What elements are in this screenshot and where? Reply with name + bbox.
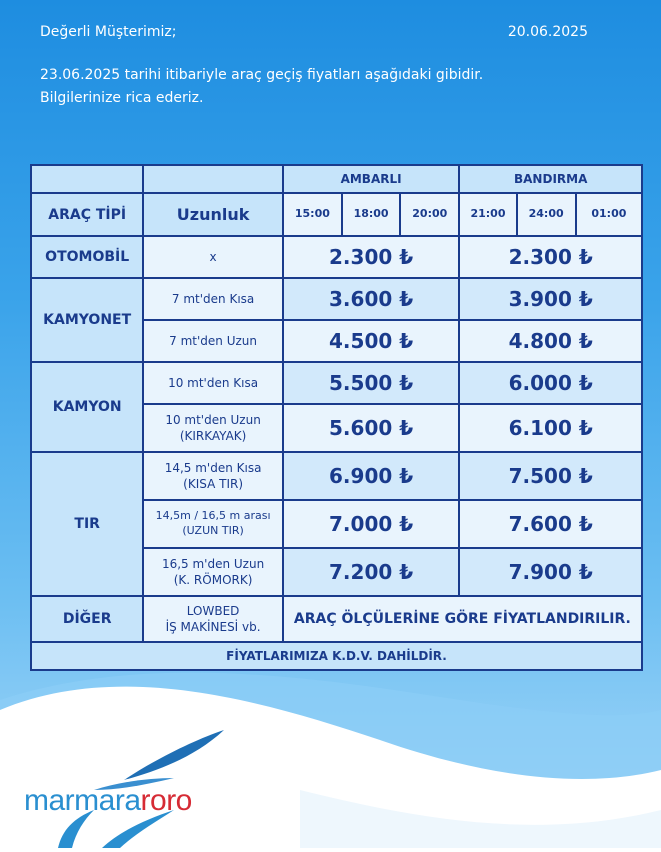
length-cell: 7 mt'den Kısa: [143, 278, 282, 320]
length-label: 16,5 m'den Uzun: [161, 556, 265, 571]
time-cell: 24:00: [517, 193, 576, 236]
price-bandirma: 2.300 ₺: [459, 236, 642, 278]
length-sublabel: (K. RÖMORK): [173, 573, 253, 587]
length-label: 10 mt'den Uzun: [165, 412, 261, 427]
price-ambarli: 5.500 ₺: [283, 362, 460, 404]
port-header-ambarli: AMBARLI: [283, 165, 460, 193]
length-sublabel: (KIRKAYAK): [179, 429, 247, 443]
price-bandirma: 7.900 ₺: [459, 548, 642, 596]
length-sublabel: (KISA TIR): [183, 477, 243, 491]
port-header-bandirma: BANDIRMA: [459, 165, 642, 193]
time-cell: 18:00: [342, 193, 400, 236]
length-cell: 10 mt'den Kısa: [143, 362, 282, 404]
brand-wordmark-part1: marmara: [24, 784, 141, 817]
length-sublabel: İŞ MAKİNESİ vb.: [165, 620, 261, 634]
price-bandirma: 3.900 ₺: [459, 278, 642, 320]
length-cell: [143, 404, 282, 452]
time-cell: 15:00: [283, 193, 342, 236]
length-cell: [143, 548, 282, 596]
price-ambarli: 7.200 ₺: [283, 548, 460, 596]
vehicle-type-cell: OTOMOBİL: [31, 236, 143, 278]
greeting: Değerli Müşterimiz;: [40, 24, 177, 40]
price-ambarli: 3.600 ₺: [283, 278, 460, 320]
column-header-length: Uzunluk: [143, 193, 282, 236]
table-row: [31, 596, 642, 642]
length-sublabel: (UZUN TIR): [182, 524, 244, 537]
time-cell: 21:00: [459, 193, 516, 236]
other-pricing-note: ARAÇ ÖLÇÜLERİNE GÖRE FİYATLANDIRILIR.: [283, 596, 642, 642]
table-row: [31, 165, 642, 193]
price-ambarli: 6.900 ₺: [283, 452, 460, 500]
empty-header-cell: [143, 165, 282, 193]
vehicle-type-cell: DİĞER: [31, 596, 143, 642]
length-cell: [143, 500, 282, 548]
price-bandirma: 4.800 ₺: [459, 320, 642, 362]
table-row: [31, 236, 642, 278]
table-row: [31, 193, 642, 236]
price-ambarli: 2.300 ₺: [283, 236, 460, 278]
bird-logo-icon: [24, 700, 264, 848]
price-ambarli: 5.600 ₺: [283, 404, 460, 452]
price-bandirma: 7.500 ₺: [459, 452, 642, 500]
table-row: [31, 362, 642, 404]
empty-header-cell: [31, 165, 143, 193]
column-header-type: ARAÇ TİPİ: [31, 193, 143, 236]
brand-wordmark: [24, 784, 192, 818]
table-row: [31, 278, 642, 320]
length-cell: x: [143, 236, 282, 278]
closing-text: Bilgilerinize rica ederiz.: [40, 90, 204, 106]
time-cell: 20:00: [400, 193, 459, 236]
vehicle-type-cell: TIR: [31, 452, 143, 596]
price-bandirma: 6.100 ₺: [459, 404, 642, 452]
length-label: 14,5 m'den Kısa: [164, 460, 262, 475]
vehicle-type-cell: KAMYON: [31, 362, 143, 452]
table-row: [31, 452, 642, 500]
letter-date: 20.06.2025: [507, 24, 588, 40]
price-ambarli: 4.500 ₺: [283, 320, 460, 362]
price-bandirma: 6.000 ₺: [459, 362, 642, 404]
price-table: [30, 164, 643, 671]
price-ambarli: 7.000 ₺: [283, 500, 460, 548]
price-bandirma: 7.600 ₺: [459, 500, 642, 548]
brand-logo: [24, 700, 264, 848]
time-cell: 01:00: [576, 193, 642, 236]
intro-text: 23.06.2025 tarihi itibariyle araç geçiş fiyatları aşağıdaki gibidir.: [40, 67, 484, 83]
length-cell: [143, 596, 282, 642]
vehicle-type-cell: KAMYONET: [31, 278, 143, 362]
length-label: LOWBED: [186, 603, 240, 618]
vat-footer: FİYATLARIMIZA K.D.V. DAHİLDİR.: [31, 642, 642, 670]
brand-wordmark-part2: roro: [140, 784, 192, 817]
length-label: 14,5m / 16,5 m arası: [155, 509, 271, 523]
length-cell: 7 mt'den Uzun: [143, 320, 282, 362]
length-cell: [143, 452, 282, 500]
